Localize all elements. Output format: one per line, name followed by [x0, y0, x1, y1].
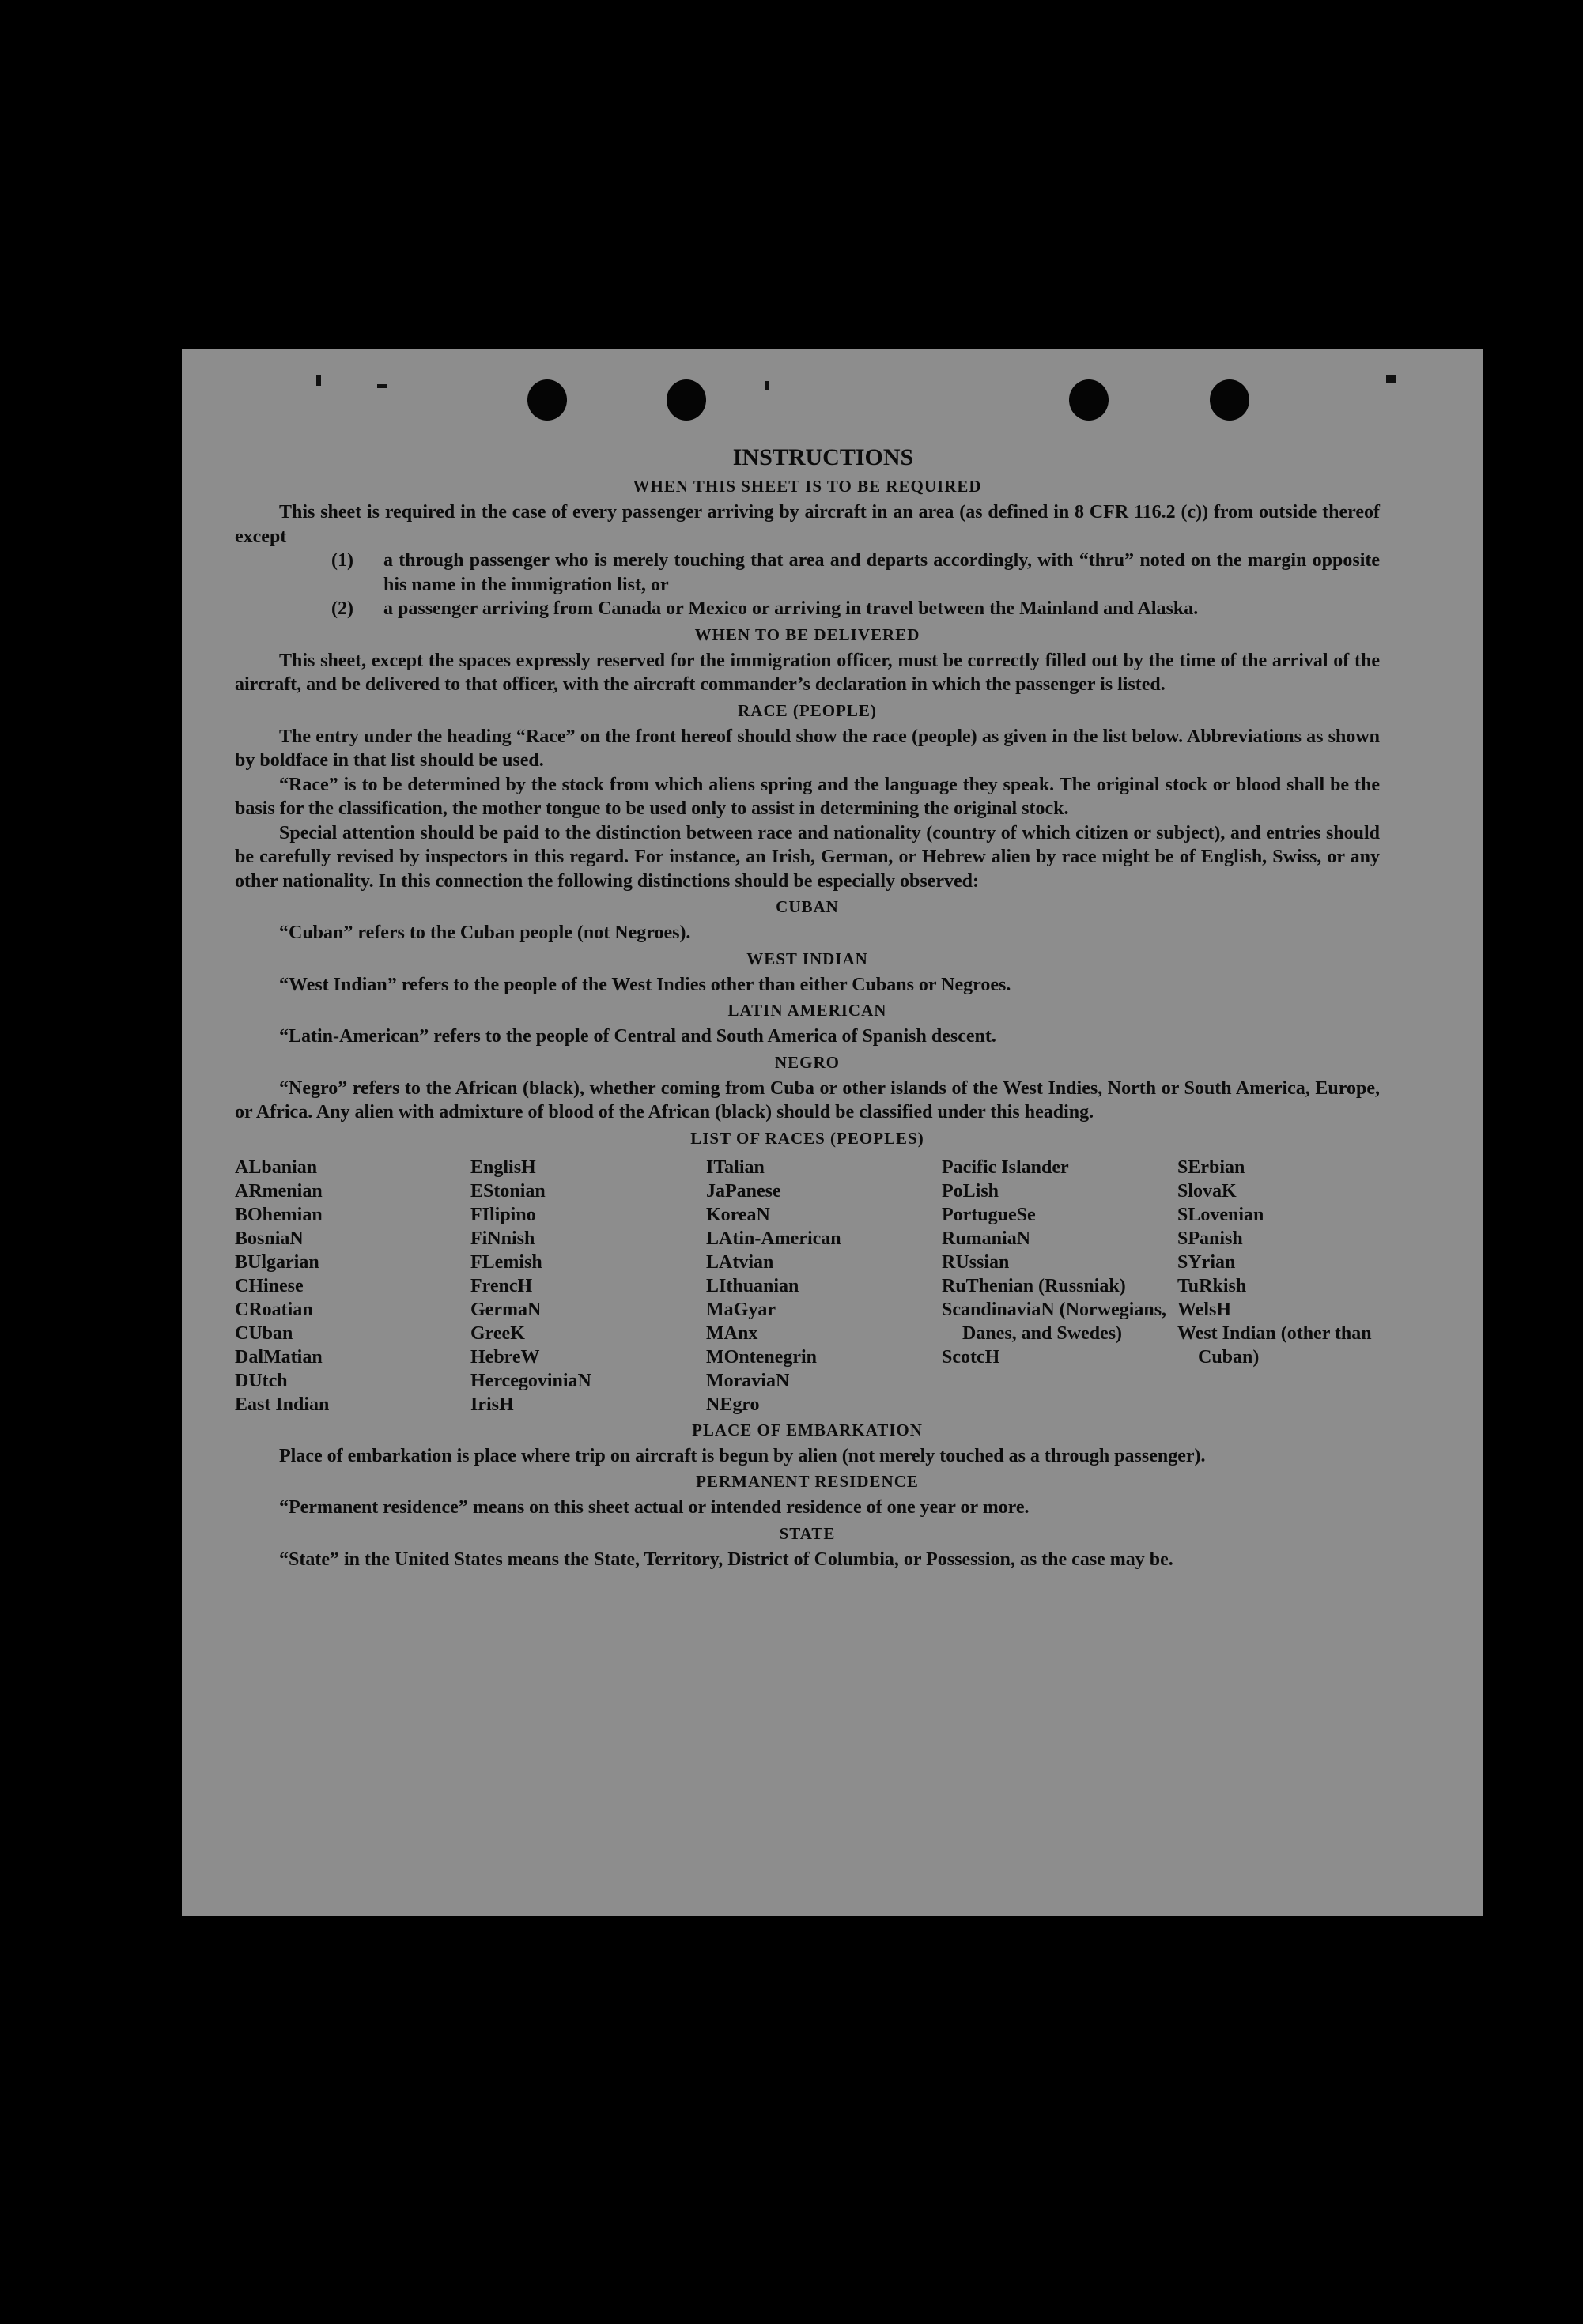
punch-hole [667, 379, 706, 421]
race-entry: BUlgarian [235, 1251, 319, 1273]
punch-hole [1210, 379, 1249, 421]
race-entry: GermaN [470, 1299, 542, 1320]
section-heading-state: STATE [779, 1523, 836, 1543]
race-entry: PoLish [942, 1180, 999, 1202]
list-item [235, 549, 1380, 597]
paragraph-race-1: The entry under the heading “Race” on the front hereof should show the race (people) as given in the list below. Abbreviations as shown by boldface in that list should be used. [235, 726, 1380, 771]
race-entry: SYrian [1177, 1251, 1236, 1273]
race-entry: FiNnish [470, 1228, 535, 1249]
paragraph-race-2: “Race” is to be determined by the stock from which aliens spring and the language they speak. The original stock or blood shall be the basis for the classification, the mother tongue to be used only to assist in determining the original stock. [235, 774, 1380, 819]
race-entry: DalMatian [235, 1346, 323, 1368]
race-entry: GreeK [470, 1322, 525, 1344]
paragraph-state: “State” in the United States means the State, Territory, District of Columbia, or Possession, as the case may be. [279, 1549, 1173, 1570]
race-entry: SErbian [1177, 1156, 1245, 1178]
ink-speck [765, 381, 769, 390]
race-entry: KoreaN [706, 1204, 770, 1225]
race-entry: West Indian (other than Cuban) [1177, 1322, 1372, 1368]
instructions-body [235, 444, 1380, 1571]
list-item-text: a passenger arriving from Canada or Mexico or arriving in travel between the Mainland and Alaska. [383, 598, 1199, 619]
race-entry: RumaniaN [942, 1228, 1031, 1249]
paragraph-embarkation: Place of embarkation is place where trip on aircraft is begun by alien (not merely touched as a through passenger). [279, 1445, 1206, 1466]
races-column [1177, 1156, 1383, 1417]
race-entry: PortugueSe [942, 1204, 1036, 1225]
section-heading-when-required: WHEN THIS SHEET IS TO BE REQUIRED [633, 477, 982, 496]
race-entry: EStonian [470, 1180, 546, 1202]
race-entry: ITalian [706, 1156, 765, 1178]
paragraph-cuban: “Cuban” refers to the Cuban people (not Negroes). [279, 922, 691, 943]
race-entry: SPanish [1177, 1228, 1243, 1249]
race-entry: Pacific Islander [942, 1156, 1069, 1178]
race-entry: BosniaN [235, 1228, 304, 1249]
instruction-sheet [182, 349, 1483, 1916]
race-entry: LAtin-American [706, 1228, 841, 1249]
race-entry: ScandinaviaN (Norwegians, Danes, and Swedes) [942, 1299, 1167, 1344]
race-entry: LIthuanian [706, 1275, 799, 1296]
race-entry: JaPanese [706, 1180, 781, 1202]
race-entry: SLovenian [1177, 1204, 1264, 1225]
list-item-number: (2) [331, 598, 353, 619]
race-entry: ScotcH [942, 1346, 1000, 1368]
race-entry: RuThenian (Russniak) [942, 1275, 1126, 1296]
list-item [235, 597, 1380, 621]
races-column [942, 1156, 1177, 1417]
punch-hole [1069, 379, 1109, 421]
section-heading-embarkation: PLACE OF EMBARKATION [692, 1420, 923, 1439]
page-title: INSTRUCTIONS [732, 444, 914, 470]
race-entry: ARmenian [235, 1180, 323, 1202]
races-table [235, 1156, 1380, 1417]
race-entry: ALbanian [235, 1156, 318, 1178]
section-heading-residence: PERMANENT RESIDENCE [696, 1472, 919, 1491]
race-entry: SlovaK [1177, 1180, 1237, 1202]
race-entry: MOntenegrin [706, 1346, 817, 1368]
race-entry: TuRkish [1177, 1275, 1247, 1296]
ink-speck [377, 384, 387, 388]
punch-hole [527, 379, 567, 421]
races-column [706, 1156, 942, 1417]
race-entry: CHinese [235, 1275, 304, 1296]
section-heading-when-delivered: WHEN TO BE DELIVERED [694, 624, 920, 644]
races-column [470, 1156, 706, 1417]
race-entry: FIlipino [470, 1204, 536, 1225]
paragraph-west-indian: “West Indian” refers to the people of the West Indies other than either Cubans or Negroes. [279, 974, 1011, 995]
race-entry: CUban [235, 1322, 293, 1344]
race-entry: CRoatian [235, 1299, 313, 1320]
paragraph-residence: “Permanent residence” means on this sheet actual or intended residence of one year or more. [279, 1497, 1030, 1518]
race-entry: WelsH [1177, 1299, 1232, 1320]
section-heading-west-indian: WEST INDIAN [746, 949, 868, 968]
paragraph-latin-american: “Latin-American” refers to the people of Central and South America of Spanish descent. [279, 1026, 996, 1047]
races-column [235, 1156, 470, 1417]
race-entry: DUtch [235, 1370, 288, 1391]
section-heading-list-of-races: LIST OF RACES (PEOPLES) [690, 1128, 924, 1148]
list-item-text: a through passenger who is merely touching that area and departs accordingly, with “thru” noted on the margin opposite his name in the immigration list, or [383, 550, 1380, 595]
paragraph-when-required: This sheet is required in the case of every passenger arriving by aircraft in an area (as defined in 8 CFR 116.2 (c)) from outside thereof except [235, 502, 1380, 547]
race-entry: BOhemian [235, 1204, 323, 1225]
section-heading-race: RACE (PEOPLE) [738, 700, 877, 720]
race-entry: NEgro [706, 1394, 760, 1415]
race-entry: East Indian [235, 1394, 330, 1415]
section-heading-negro: NEGRO [774, 1052, 840, 1072]
ink-speck [1386, 375, 1396, 383]
race-entry: FLemish [470, 1251, 542, 1273]
race-entry: MAnx [706, 1322, 758, 1344]
paragraph-race-3: Special attention should be paid to the distinction between race and nationality (country of which citizen or subject), and entries should be carefully revised by inspectors in this regard. For instance, an Irish, German, or Hebrew alien by race might be of English, Swiss, or any other nationality. In this connection the following distinctions should be especially observed: [235, 822, 1380, 892]
paragraph-when-delivered: This sheet, except the spaces expressly reserved for the immigration officer, must be correctly filled out by the time of the arrival of the aircraft, and be delivered to that officer, with the aircraft commander’s declaration in which the passenger is listed. [235, 650, 1380, 695]
race-entry: HebreW [470, 1346, 540, 1368]
race-entry: MaGyar [706, 1299, 776, 1320]
race-entry: FrencH [470, 1275, 533, 1296]
race-entry: MoraviaN [706, 1370, 790, 1391]
ink-speck [316, 375, 321, 386]
list-item-number: (1) [331, 550, 353, 571]
race-entry: IrisH [470, 1394, 514, 1415]
section-heading-latin-american: LATIN AMERICAN [727, 1001, 887, 1020]
race-entry: LAtvian [706, 1251, 774, 1273]
race-entry: EnglisH [470, 1156, 536, 1178]
race-entry: RUssian [942, 1251, 1010, 1273]
paragraph-negro: “Negro” refers to the African (black), whether coming from Cuba or other islands of the West Indies, North or South America, Europe, or Africa. Any alien with admixture of blood of the African (black) should be classified under this heading. [235, 1077, 1380, 1122]
section-heading-cuban: CUBAN [776, 897, 839, 916]
race-entry: HercegoviniaN [470, 1370, 591, 1391]
